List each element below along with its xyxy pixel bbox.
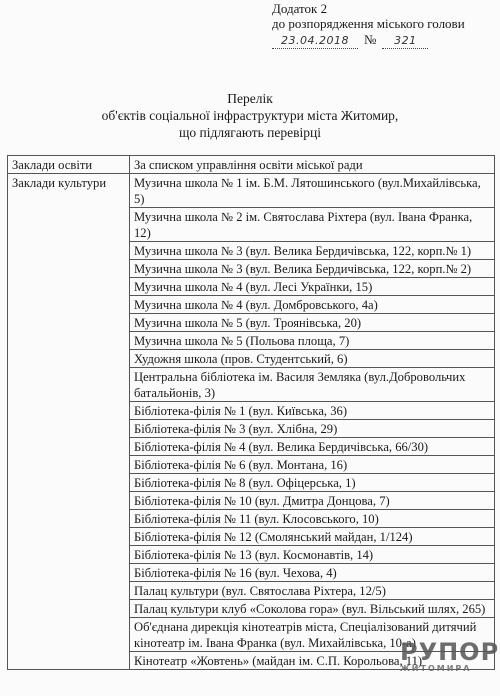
object-cell: Музична школа № 5 (Польова площа, 7) (130, 332, 495, 350)
order-date: 23.04.2018 (272, 33, 358, 49)
object-cell: Бібліотека-філія № 8 (вул. Офіцерська, 1) (130, 474, 495, 492)
object-cell: Музична школа № 2 ім. Святослава Ріхтера (вул. Івана Франка, 12) (130, 208, 495, 242)
object-cell: Музична школа № 3 (вул. Велика Бердичівська, 122, корп.№ 2) (130, 260, 495, 278)
objects-table-body (8, 156, 500, 670)
object-cell: Бібліотека-філія № 1 (вул. Київська, 36) (130, 402, 495, 420)
object-cell: Бібліотека-філія № 4 (вул. Велика Бердичівська, 66/30) (130, 438, 495, 456)
watermark-text-small: ЖИТОМИРА (400, 664, 472, 673)
category-cell: Заклади культури (8, 174, 130, 670)
object-cell: Музична школа № 4 (вул. Лесі Українки, 15) (130, 278, 495, 296)
title-line-3: що підлягають перевірці (179, 125, 321, 140)
watermark-logo (400, 638, 500, 692)
addendum-label: Додаток 2 (272, 1, 328, 16)
title-line-1: Перелік (227, 91, 273, 106)
object-cell: Музична школа № 5 (вул. Троянівська, 20) (130, 314, 495, 332)
object-cell: Кінотеатр «Жовтень» (майдан ім. С.П. Корольова, 11) (130, 652, 495, 670)
object-cell: Бібліотека-філія № 3 (вул. Хлібна, 29) (130, 420, 495, 438)
order-date-number (272, 32, 465, 49)
watermark-text-big: РУПОР (400, 638, 500, 666)
document-title (0, 90, 500, 141)
number-sign: № (364, 32, 377, 47)
object-cell: Бібліотека-філія № 13 (вул. Космонавтів, 14) (130, 546, 495, 564)
object-cell: Бібліотека-філія № 16 (вул. Чехова, 4) (130, 564, 495, 582)
objects-table (7, 155, 500, 670)
object-cell: Палац культури (вул. Святослава Ріхтера, 12/5) (130, 582, 495, 600)
object-cell: Бібліотека-філія № 6 (вул. Монтана, 16) (130, 456, 495, 474)
category-cell: Заклади освіти (8, 156, 130, 174)
object-cell: Музична школа № 1 ім. Б.М. Лятошинського (вул.Михайлівська, 5) (130, 174, 495, 208)
object-cell: Палац культури клуб «Соколова гора» (вул. Вільський шлях, 265) (130, 600, 495, 618)
table-row (8, 174, 495, 208)
addendum-subtitle: до розпорядження міського голови (272, 16, 465, 31)
object-cell: Художня школа (пров. Студентський, 6) (130, 350, 495, 368)
object-cell: За списком управління освіти міської ради (130, 156, 495, 174)
order-number: 321 (382, 33, 428, 49)
object-cell: Бібліотека-філія № 10 (вул. Дмитра Донцова, 7) (130, 492, 495, 510)
object-cell: Музична школа № 4 (вул. Домбровського, 4а) (130, 296, 495, 314)
object-cell: Бібліотека-філія № 12 (Смолянський майдан, 1/124) (130, 528, 495, 546)
object-cell: Бібліотека-філія № 11 (вул. Клосовського, 10) (130, 510, 495, 528)
title-line-2: об'єктів соціальної інфраструктури міста Житомир, (101, 108, 399, 123)
table-row (8, 156, 495, 174)
object-cell: Об'єднана дирекція кінотеатрів міста, Спеціалізований дитячий кінотеатр ім. Івана Франка (вул. Михайлівська, 10-а) (130, 618, 495, 652)
addendum-header (272, 1, 465, 49)
object-cell: Центральна бібліотека ім. Василя Земляка (вул.Добровольчих батальйонів, 3) (130, 368, 495, 402)
object-cell: Музична школа № 3 (вул. Велика Бердичівська, 122, корп.№ 1) (130, 242, 495, 260)
